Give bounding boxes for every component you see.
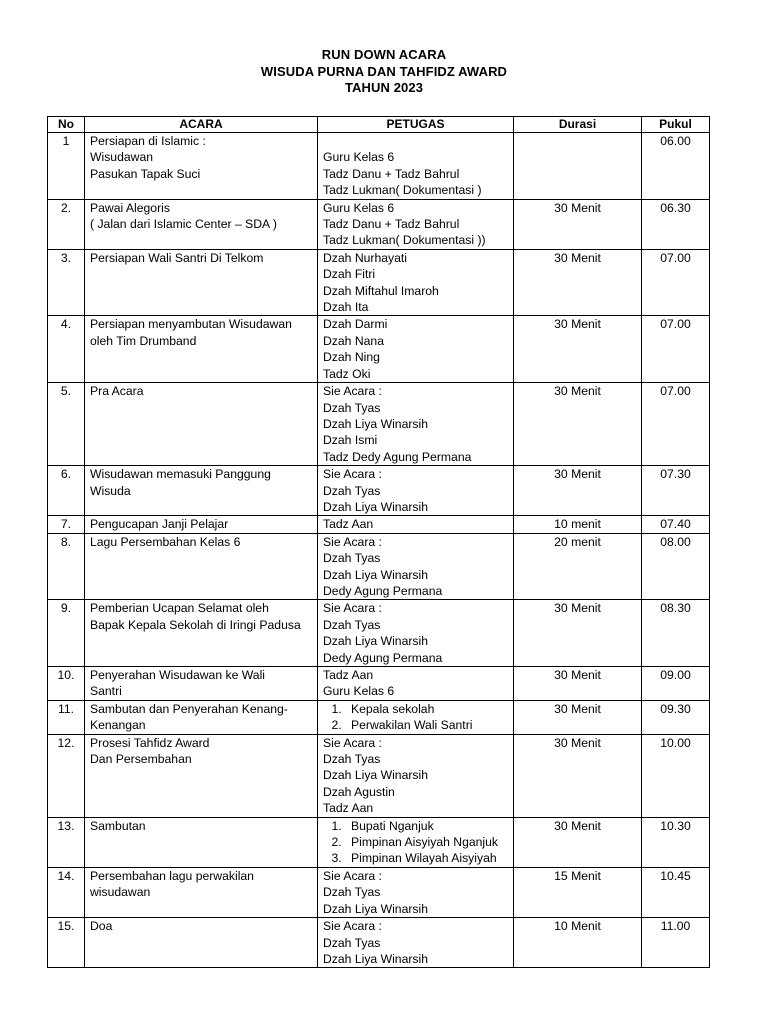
acara-line: Pawai Alegoris [90, 200, 170, 215]
petugas-line: Dzah Nurhayati [323, 250, 407, 265]
petugas-line: Dzah Tyas [323, 400, 381, 415]
petugas-cell [318, 600, 514, 667]
petugas-cell [318, 700, 514, 734]
petugas-list-item: 2. Pimpinan Aisyiyah Nganjuk [345, 834, 508, 850]
table-row [48, 383, 710, 466]
table-row [48, 199, 710, 249]
petugas-cell [318, 533, 514, 600]
durasi-cell [514, 133, 642, 200]
petugas-line: Sie Acara : [323, 919, 382, 934]
acara-cell [85, 133, 318, 200]
petugas-line: Dzah Liya Winarsih [323, 499, 428, 514]
acara-line: ( Jalan dari Islamic Center – SDA ) [90, 217, 277, 232]
acara-line: Santri [90, 684, 122, 699]
petugas-numbered-list [323, 701, 508, 734]
header-durasi: Durasi [514, 117, 642, 133]
petugas-line: Dzah Liya Winarsih [323, 951, 428, 966]
petugas-line: Dzah Miftahul Imaroh [323, 283, 439, 298]
petugas-list-item: 3. Pimpinan Wilayah Aisyiyah [345, 850, 508, 866]
acara-line: Wisudawan [90, 150, 153, 165]
petugas-line: Guru Kelas 6 [323, 684, 395, 699]
header-no: No [48, 117, 85, 133]
petugas-cell [318, 667, 514, 701]
row-number: 8. [48, 533, 85, 600]
petugas-cell [318, 867, 514, 917]
acara-cell [85, 817, 318, 867]
row-number: 14. [48, 867, 85, 917]
acara-line: Persiapan Wali Santri Di Telkom [90, 250, 264, 265]
table-row [48, 667, 710, 701]
acara-line: Persiapan menyambutan Wisudawan [90, 317, 292, 332]
pukul-cell: 10.45 [642, 867, 710, 917]
petugas-line: Tadz Aan [323, 801, 374, 816]
petugas-cell [318, 199, 514, 249]
petugas-line: Dzah Tyas [323, 483, 381, 498]
acara-cell [85, 667, 318, 701]
petugas-line: Dzah Liya Winarsih [323, 416, 428, 431]
petugas-numbered-list [323, 818, 508, 867]
pukul-cell: 07.00 [642, 249, 710, 316]
petugas-cell [318, 817, 514, 867]
acara-cell [85, 199, 318, 249]
acara-line: Pasukan Tapak Suci [90, 166, 201, 181]
rundown-table [47, 116, 710, 968]
table-header-row [48, 117, 710, 133]
petugas-line: Dzah Liya Winarsih [323, 901, 428, 916]
petugas-cell [318, 316, 514, 383]
durasi-cell: 30 Menit [514, 249, 642, 316]
petugas-line: Guru Kelas 6 [323, 150, 395, 165]
petugas-line: Tadz Danu + Tadz Bahrul [323, 166, 460, 181]
durasi-cell: 10 menit [514, 516, 642, 533]
petugas-line: Dzah Liya Winarsih [323, 768, 428, 783]
durasi-cell: 30 Menit [514, 600, 642, 667]
acara-line: Dan Persembahan [90, 752, 192, 767]
row-number: 12. [48, 734, 85, 817]
petugas-line: Dzah Tyas [323, 885, 381, 900]
petugas-line: Sie Acara : [323, 534, 382, 549]
petugas-line: Dzah Ita [323, 300, 369, 315]
petugas-line: Tadz Danu + Tadz Bahrul [323, 217, 460, 232]
pukul-cell: 07.00 [642, 383, 710, 466]
petugas-cell [318, 734, 514, 817]
petugas-list-item: 1. Bupati Nganjuk [345, 818, 508, 834]
table-row [48, 867, 710, 917]
petugas-line: Dzah Liya Winarsih [323, 567, 428, 582]
petugas-line: Tadz Lukman( Dokumentasi ) [323, 183, 482, 198]
acara-line: Persembahan lagu perwakilan [90, 868, 254, 883]
acara-line: oleh Tim Drumband [90, 333, 197, 348]
durasi-cell: 30 Menit [514, 700, 642, 734]
durasi-cell: 30 Menit [514, 199, 642, 249]
petugas-line: Dzah Tyas [323, 752, 381, 767]
durasi-cell: 20 menit [514, 533, 642, 600]
row-number: 10. [48, 667, 85, 701]
header-pukul: Pukul [642, 117, 710, 133]
petugas-cell [318, 383, 514, 466]
petugas-line: Sie Acara : [323, 601, 382, 616]
durasi-cell: 15 Menit [514, 867, 642, 917]
petugas-line: Dzah Tyas [323, 551, 381, 566]
header-acara: ACARA [85, 117, 318, 133]
row-number: 2. [48, 199, 85, 249]
petugas-list-item: 2. Perwakilan Wali Santri [345, 717, 508, 733]
petugas-line: Dzah Ismi [323, 433, 378, 448]
durasi-cell: 30 Menit [514, 316, 642, 383]
petugas-line: Sie Acara : [323, 467, 382, 482]
acara-cell [85, 249, 318, 316]
row-number: 9. [48, 600, 85, 667]
petugas-line: Tadz Dedy Agung Permana [323, 449, 472, 464]
durasi-cell: 30 Menit [514, 383, 642, 466]
petugas-line: Sie Acara : [323, 735, 382, 750]
pukul-cell: 10.00 [642, 734, 710, 817]
petugas-list-item: 1. Kepala sekolah [345, 701, 508, 717]
petugas-line: Tadz Lukman( Dokumentasi )) [323, 233, 486, 248]
pukul-cell: 08.00 [642, 533, 710, 600]
row-number: 13. [48, 817, 85, 867]
acara-line: Persiapan di Islamic : [90, 134, 206, 148]
petugas-line [323, 133, 508, 149]
petugas-line: Sie Acara : [323, 868, 382, 883]
table-row [48, 700, 710, 734]
acara-line: Doa [90, 919, 113, 934]
row-number: 6. [48, 466, 85, 516]
acara-cell [85, 918, 318, 968]
row-number: 1 [48, 133, 85, 200]
row-number: 15. [48, 918, 85, 968]
document-title [0, 47, 768, 97]
table-row [48, 600, 710, 667]
table-row [48, 817, 710, 867]
petugas-line: Dzah Fitri [323, 267, 376, 282]
durasi-cell: 30 Menit [514, 466, 642, 516]
petugas-line: Dzah Agustin [323, 784, 395, 799]
title-line-1: RUN DOWN ACARA [321, 47, 447, 62]
petugas-line: Dzah Tyas [323, 617, 381, 632]
row-number: 5. [48, 383, 85, 466]
pukul-cell: 06.30 [642, 199, 710, 249]
row-number: 11. [48, 700, 85, 734]
acara-line: Sambutan [90, 818, 146, 833]
durasi-cell: 10 Menit [514, 918, 642, 968]
petugas-cell [318, 133, 514, 200]
acara-line: Kenangan [90, 718, 146, 733]
durasi-cell: 30 Menit [514, 817, 642, 867]
acara-cell [85, 867, 318, 917]
acara-cell [85, 700, 318, 734]
acara-line: Bapak Kepala Sekolah di Iringi Padusa [90, 617, 301, 632]
table-row [48, 249, 710, 316]
pukul-cell: 07.30 [642, 466, 710, 516]
table-row [48, 466, 710, 516]
pukul-cell: 09.30 [642, 700, 710, 734]
row-number: 3. [48, 249, 85, 316]
pukul-cell: 07.40 [642, 516, 710, 533]
petugas-line: Dedy Agung Permana [323, 650, 443, 665]
acara-cell [85, 516, 318, 533]
acara-line: Prosesi Tahfidz Award [90, 735, 210, 750]
petugas-cell [318, 466, 514, 516]
petugas-line: Tadz Aan [323, 668, 374, 682]
pukul-cell: 07.00 [642, 316, 710, 383]
acara-line: wisudawan [90, 885, 151, 900]
petugas-line: Tadz Aan [323, 517, 374, 532]
acara-cell [85, 383, 318, 466]
table-row [48, 533, 710, 600]
acara-line: Pra Acara [90, 384, 144, 399]
acara-line: Pemberian Ucapan Selamat oleh [90, 601, 269, 616]
acara-line: Wisudawan memasuki Panggung [90, 467, 271, 482]
table-row [48, 316, 710, 383]
acara-line: Lagu Persembahan Kelas 6 [90, 534, 241, 549]
petugas-line: Sie Acara : [323, 384, 382, 399]
acara-cell [85, 533, 318, 600]
row-number: 4. [48, 316, 85, 383]
pukul-cell: 09.00 [642, 667, 710, 701]
row-number: 7. [48, 516, 85, 533]
table-row [48, 918, 710, 968]
petugas-line: Dzah Nana [323, 333, 384, 348]
petugas-line: Dedy Agung Permana [323, 583, 443, 598]
petugas-cell [318, 249, 514, 316]
pukul-cell: 11.00 [642, 918, 710, 968]
petugas-line: Dzah Tyas [323, 935, 381, 950]
durasi-cell: 30 Menit [514, 667, 642, 701]
header-petugas: PETUGAS [318, 117, 514, 133]
petugas-line: Dzah Darmi [323, 317, 388, 332]
petugas-line: Dzah Ning [323, 350, 380, 365]
pukul-cell: 08.30 [642, 600, 710, 667]
acara-cell [85, 600, 318, 667]
title-line-2: WISUDA PURNA DAN TAHFIDZ AWARD [260, 63, 508, 79]
petugas-cell [318, 516, 514, 533]
pukul-cell: 10.30 [642, 817, 710, 867]
pukul-cell: 06.00 [642, 133, 710, 200]
title-line-3: TAHUN 2023 [344, 80, 424, 95]
acara-line: Sambutan dan Penyerahan Kenang- [90, 701, 288, 716]
table-row [48, 516, 710, 533]
table-body [48, 133, 710, 968]
petugas-line: Tadz Oki [323, 366, 371, 381]
acara-line: Wisuda [90, 483, 131, 498]
petugas-cell [318, 918, 514, 968]
durasi-cell: 30 Menit [514, 734, 642, 817]
acara-line: Pengucapan Janji Pelajar [90, 517, 229, 532]
petugas-line: Guru Kelas 6 [323, 200, 395, 215]
table-row [48, 734, 710, 817]
table-row [48, 133, 710, 200]
petugas-line: Dzah Liya Winarsih [323, 634, 428, 649]
acara-cell [85, 466, 318, 516]
acara-line: Penyerahan Wisudawan ke Wali [90, 668, 265, 682]
acara-cell [85, 316, 318, 383]
acara-cell [85, 734, 318, 817]
